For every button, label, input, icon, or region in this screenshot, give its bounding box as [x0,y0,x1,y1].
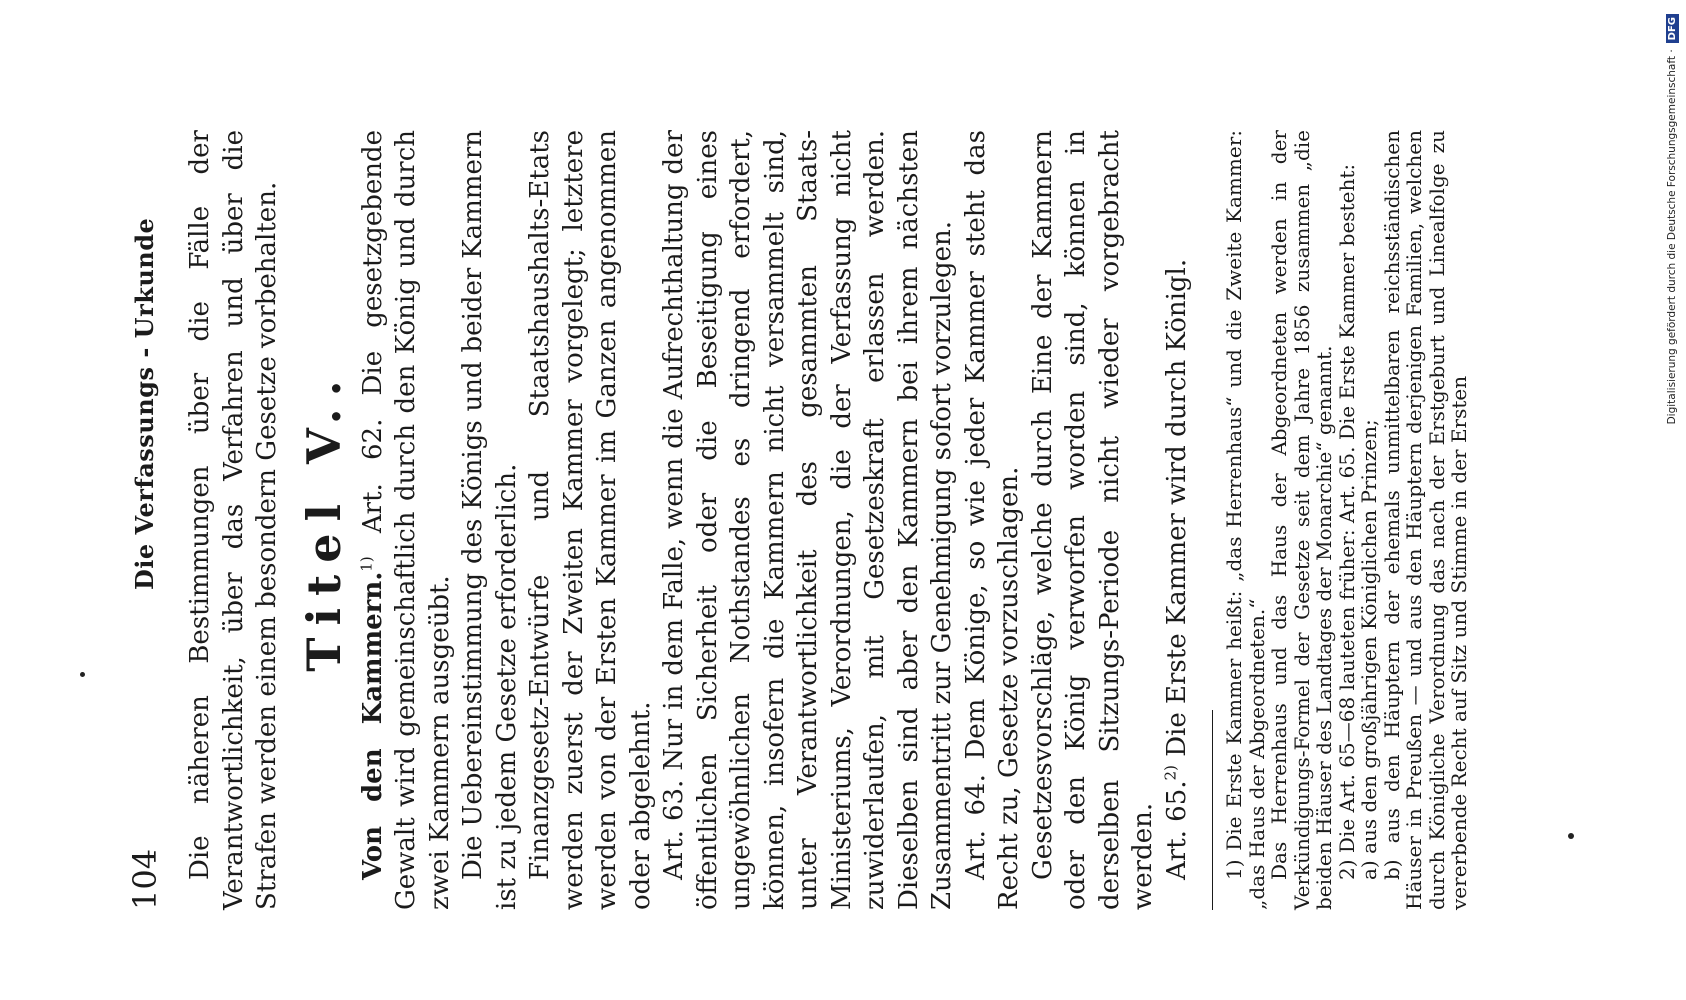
article-62 [357,130,458,910]
article-65 [1161,130,1195,910]
dfg-logo-icon: DFG [1666,14,1679,43]
art65-text: Die Erste Kammer wird durch Königl. [1161,258,1192,757]
footnote-2-item-b: b) aus den Häuptern der ehemals unmittelbaren reichsständischen Häuser in Preußen — und aus den Häuptern derjenigen Familien, welchen durch Königliche Verordnung das nach der Erstgeburt und Linealfolge zu vererbende Recht auf Sitz und Stimme in der Ersten [1379,130,1471,910]
art65-label: Art. 65. [1161,780,1192,880]
footnotes [1223,130,1471,910]
digitization-credit [1662,14,1682,974]
running-title: Die Verfassungs - Urkunde [130,217,159,590]
main-text [184,130,1471,910]
footnote-2-item-a: a) aus den großjährigen Königlichen Prinzen; [1357,419,1381,880]
page-number: 104 [126,848,164,910]
scan-speck [80,672,85,677]
rotated-book-page [120,130,1620,910]
footnote-2: 2) Die Art. 65—68 lauteten früher: Art. 65. Die Erste Kammer besteht: [1334,163,1359,880]
art62-text: Art. 62. Die gesetzgebende Gewalt wird gemeinschaftlich durch den König und durch zwei Kammern ausgeübt. [357,129,455,910]
footnote-1-continued: Das Herrenhaus und das Haus der Abgeordneten werden in der Verkündigungs-Formel der Gesetze seit dem Jahre 1856 zusammen „die beiden Häuser des Landtages der Monarchie“ genannt. [1267,130,1336,910]
footnote-1: 1) Die Erste Kammer heißt: „das Herrenhaus“ und die Zweite Kammer: „das Haus der Abgeordneten.“ [1222,130,1269,910]
credit-text: Digitalisierung gefördert durch die Deutsche Forschungsgemeinschaft · [1666,49,1678,425]
section-title: Titel V.. [296,368,351,672]
article-62-paragraph-2: Die Uebereinstimmung des Königs und beider Kammern ist zu jedem Gesetze erforderlich. [458,130,522,910]
intro-paragraph: Die näheren Bestimmungen über die Fälle der Verantwortlichkeit, über das Verfahren und über die Strafen werden einem besondern Gesetze vorbehalten. [185,130,282,910]
article-62-paragraph-3: Finanzgesetz-Entwürfe und Staatshaushalts-Etats werden zuerst der Zweiten Kammer vorgelegt; letztere werden von der Ersten Kammer im Ganzen angenommen oder abgelehnt. [525,130,656,910]
footnote-ref-2: 2) [1160,765,1179,781]
footnote-ref-1: 1) [356,556,375,572]
article-63: Art. 63. Nur in dem Falle, wenn die Aufrechthaltung der öffentlichen Sicherheit oder die Beseitigung eines ungewöhnlichen Nothstandes es dringend erfordert, können, insofern die Kammern nicht versammelt sind, unter Verantwortlichkeit des gesammten Staats-Ministeriums, Verordnungen, die der Verfassung nicht zuwiderlaufen, mit Gesetzeskraft erlassen werden. Dieselben sind aber den Kammern bei ihrem nächsten Zusammentritt zur Genehmigung sofort vorzulegen. [659,130,957,910]
art62-heading: Von den Kammern. [357,571,388,880]
article-64: Art. 64. Dem Könige, so wie jeder Kammer steht das Recht zu, Gesetze vorzuschlagen. [960,130,1024,910]
running-header [120,130,180,910]
article-64-paragraph-2: Gesetzesvorschläge, welche durch Eine der Kammern oder den König verworfen worden sind, können in derselben Sitzungs-Periode nicht wieder vorgebracht werden. [1027,130,1158,910]
footnote-rule [1212,710,1213,910]
scan-speck [1568,833,1574,839]
